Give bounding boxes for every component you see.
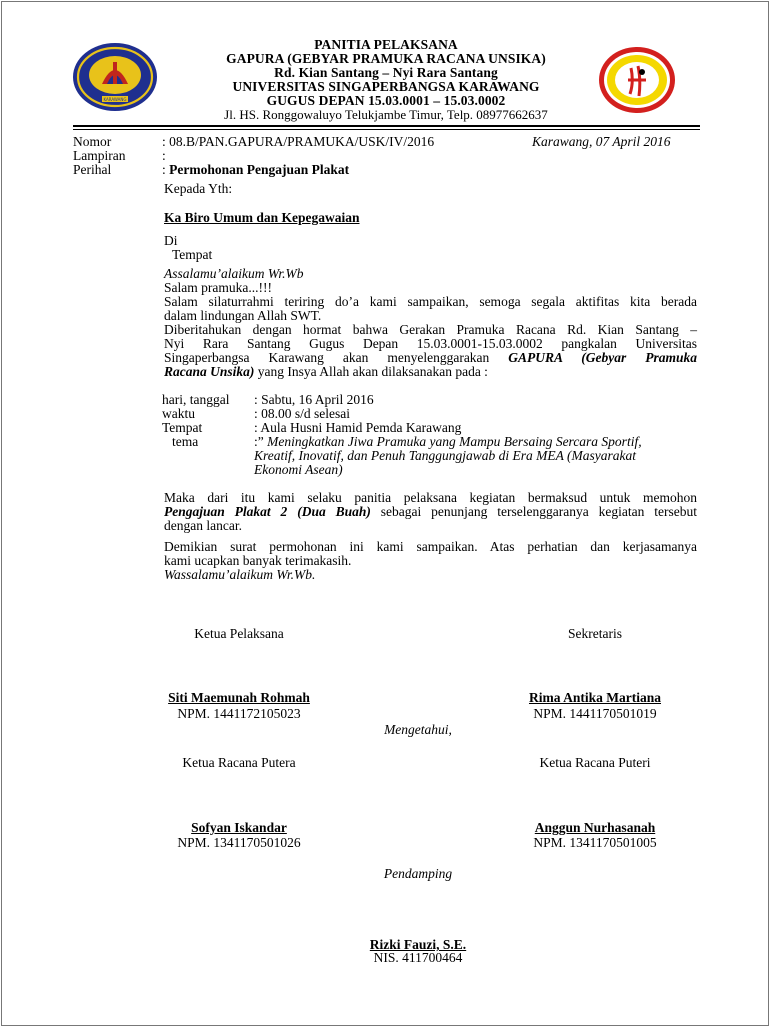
pendamping-name: Rizki Fauzi, S.E. — [369, 937, 467, 952]
recipient-name: Ka Biro Umum dan Kepegawaian — [164, 210, 360, 225]
ketua-racana-putera-name: Sofyan Iskandar — [191, 820, 287, 835]
waktu-label: waktu — [162, 406, 195, 421]
ketua-racana-putera-npm: NPM. 1341170501026 — [177, 835, 301, 850]
ketua-racana-puteri-name: Anggun Nurhasanah — [534, 820, 656, 835]
paragraph-2-line-4 — [164, 365, 488, 379]
request-item: Pengajuan Plakat 2 (Dua Buah) — [164, 504, 371, 519]
paragraph-2-line-4-text: yang Insya Allah akan dilaksanakan pada : — [254, 364, 488, 379]
tema-prefix: :” — [254, 434, 264, 449]
header-committee: PANITIA PELAKSANA — [314, 37, 458, 52]
mengetahui: Mengetahui, — [384, 722, 452, 737]
paragraph-4-line-2: kami ucapkan banyak terimakasih. — [164, 553, 352, 568]
hari-label: hari, tanggal — [162, 392, 230, 407]
header-gugus: GUGUS DEPAN 15.03.0001 – 15.03.0002 — [266, 93, 506, 108]
header-event: GAPURA (GEBYAR PRAMUKA RACANA UNSIKA) — [226, 51, 546, 66]
letter-date: Karawang, 07 April 2016 — [532, 134, 671, 149]
sekretaris-npm: NPM. 1441170501019 — [533, 706, 657, 721]
header-rule-thick — [73, 125, 700, 127]
paragraph-2-line-3 — [164, 351, 697, 365]
header-rule-thin — [73, 129, 700, 130]
perihal-colon: : — [162, 162, 170, 177]
paragraph-2-line-3-text: Singaperbangsa Karawang akan menyelenggarakan — [164, 350, 509, 365]
paragraph-3-line-2 — [164, 505, 697, 519]
waktu-value: : 08.00 s/d selesai — [254, 406, 350, 421]
perihal-row — [162, 163, 349, 177]
tema-line-2: Kreatif, Inovatif, dan Penuh Tanggungjawab di Era MEA (Masyarakat — [254, 448, 636, 463]
paragraph-1-line-2: dalam lindungan Allah SWT. — [164, 308, 322, 323]
ketua-pelaksana-npm: NPM. 1441172105023 — [177, 706, 301, 721]
lampiran-label: Lampiran — [73, 148, 126, 163]
header-racana: Rd. Kian Santang – Nyi Rara Santang — [274, 65, 498, 80]
paragraph-2-line-2: Nyi Rara Santang Gugus Depan 15.03.0001-15.03.0002 pangkalan Universitas — [164, 336, 697, 351]
salam-pramuka: Salam pramuka...!!! — [164, 280, 272, 295]
tema-line-1 — [254, 435, 642, 449]
ketua-racana-puteri-title: Ketua Racana Puteri — [539, 755, 651, 770]
paragraph-3-line-1: Maka dari itu kami selaku panitia pelaksana kegiatan bermaksud untuk memohon — [164, 490, 697, 505]
paragraph-3-line-2-text: sebagai penunjang terselenggaranya kegiatan tersebut — [370, 504, 698, 519]
recipient-di: Di — [164, 233, 178, 248]
paragraph-2-line-1: Diberitahukan dengan hormat bahwa Gerakan Pramuka Racana Rd. Kian Santang – — [164, 322, 697, 337]
perihal-value: Permohonan Pengajuan Plakat — [169, 162, 350, 177]
perihal-label: Perihal — [73, 162, 112, 177]
tema-label: tema — [172, 434, 199, 449]
salam-open: Assalamu’alaikum Wr.Wb — [164, 266, 304, 281]
paragraph-3-line-3: dengan lancar. — [164, 518, 242, 533]
event-name-part-1: GAPURA (Gebyar Pramuka — [508, 350, 697, 365]
pendamping-nis: NIS. 411700464 — [373, 950, 463, 965]
nomor-label: Nomor — [73, 134, 112, 149]
university-logo-caption: KARAWANG — [103, 97, 127, 102]
tempat-value: : Aula Husni Hamid Pemda Karawang — [254, 420, 462, 435]
header-university: UNIVERSITAS SINGAPERBANGSA KARAWANG — [232, 79, 540, 94]
kepada-yth: Kepada Yth: — [164, 181, 233, 196]
ketua-pelaksana-name: Siti Maemunah Rohmah — [168, 690, 310, 705]
sekretaris-name: Rima Antika Martiana — [528, 690, 661, 705]
paragraph-1-line-1: Salam silaturrahmi teriring do’a kami sampaikan, semoga segala aktifitas kita berada — [164, 294, 697, 309]
ketua-pelaksana-title: Ketua Pelaksana — [194, 626, 284, 641]
recipient-tempat: Tempat — [172, 247, 213, 262]
tema-line-3: Ekonomi Asean) — [254, 462, 343, 477]
event-name-part-2: Racana Unsika) — [164, 364, 255, 379]
ketua-racana-puteri-npm: NPM. 1341170501005 — [533, 835, 657, 850]
lampiran-value: : — [162, 148, 166, 163]
header-address: Jl. HS. Ronggowaluyo Telukjambe Timur, Telp. 08977662637 — [224, 107, 548, 122]
nomor-value: : 08.B/PAN.GAPURA/PRAMUKA/USK/IV/2016 — [162, 134, 435, 149]
salam-close: Wassalamu’alaikum Wr.Wb. — [164, 567, 316, 582]
paragraph-4-line-1: Demikian surat permohonan ini kami sampaikan. Atas perhatian dan kerjasamanya — [164, 539, 697, 554]
tempat-label: Tempat — [162, 420, 203, 435]
sekretaris-title: Sekretaris — [568, 626, 622, 641]
pendamping-title: Pendamping — [383, 866, 453, 881]
hari-value: : Sabtu, 16 April 2016 — [254, 392, 374, 407]
ketua-racana-putera-title: Ketua Racana Putera — [182, 755, 296, 770]
tema-text-1: Meningkatkan Jiwa Pramuka yang Mampu Bersaing Sercara Sportif, — [263, 434, 642, 449]
